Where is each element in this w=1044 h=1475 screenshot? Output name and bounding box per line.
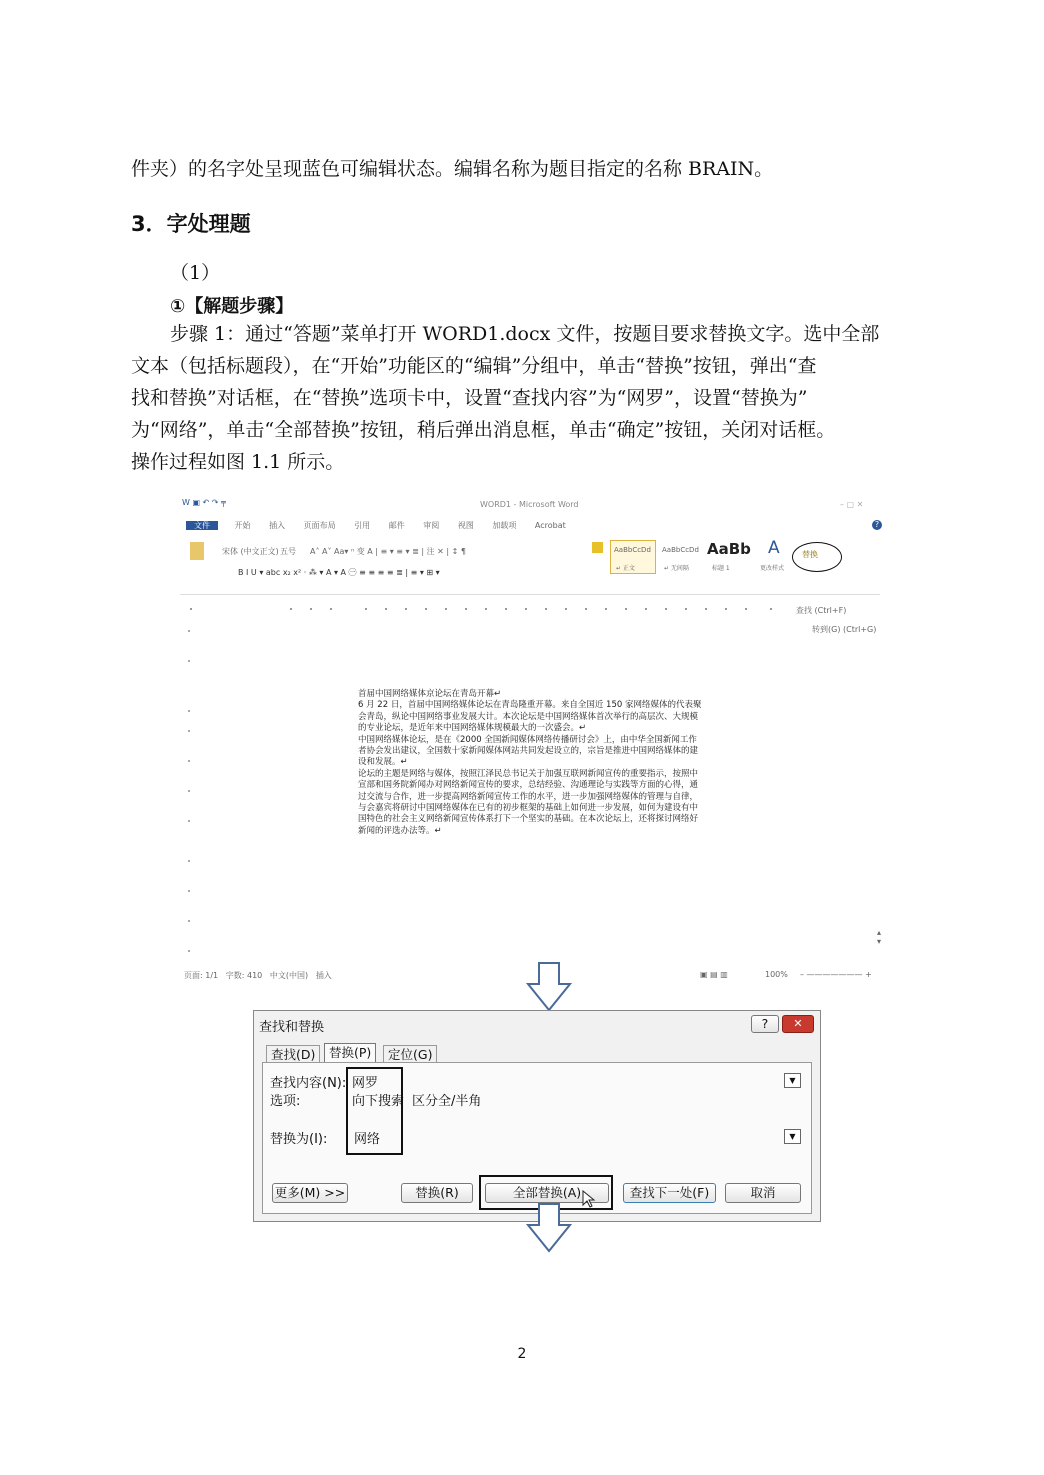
cancel-button[interactable]: 取消 [725,1183,801,1203]
style-sample-normal: AaBbCcDd [614,546,651,554]
tab-view[interactable]: 视图 [457,521,474,530]
replace-input[interactable]: 网络 [354,1132,381,1147]
doc-line: 中国网络媒体论坛，是在《2000 全国新闻媒体网络传播研讨会》上，由中华全国新闻工作 [358,734,697,745]
style-name-normal: ↵ 正文 [616,565,635,572]
find-shortcut-tooltip: 查找 (Ctrl+F) [796,606,847,615]
mouse-cursor-icon [582,1190,596,1208]
file-tab[interactable]: 文件 [186,521,218,530]
vertical-ruler[interactable] [188,630,192,970]
style-sample-nospace[interactable]: AaBbCcDd [662,546,699,554]
page-number: 2 [517,1346,527,1362]
style-name-change: 更改样式 [760,565,785,572]
doc-line: 设和发展。↵ [358,757,408,768]
view-buttons[interactable]: ▣ ▤ ▥ [700,970,728,979]
close-icon[interactable]: ✕ [782,1015,814,1033]
step1-line: 操作过程如图 1.1 所示。 [131,451,345,473]
find-replace-dialog [253,1010,821,1222]
status-words[interactable]: 字数: 410 [225,971,263,980]
doc-line: 宣部和国务院新闻办对网络新闻宣传的要求，总结经验、沟通理论与实践等方面的心得，通 [358,780,699,791]
replace-label: 替换为(I): [270,1132,328,1147]
font-name-box[interactable]: 宋体 (中文正文) [222,547,279,556]
find-dropdown-icon[interactable]: ▼ [784,1073,801,1088]
style-name-heading: 标题 1 [712,565,730,572]
find-label: 查找内容(N): [270,1076,347,1091]
paste-icon[interactable] [190,542,204,560]
doc-line: 论坛的主题是网络与媒体，按照江泽民总书记关于加强互联网新闻宣传的重要指示，按照中 [358,768,699,779]
doc-line: 新闻的评选办法等。↵ [358,825,442,836]
font-format-tools[interactable]: B I U ▾ abc x₂ x² · ⁂ ▾ A ▾ A ㊀ ≡ ≡ ≡ ≡ ≣ | ≡ ▾ ⊞ ▾ [238,568,440,577]
step1-line: 为“网络”，单击“全部替换”按钮，稍后弹出消息框，单击“确定”按钮，关闭对话框。 [131,419,836,441]
find-next-button[interactable]: 查找下一处(F) [623,1183,716,1203]
steps-label: ①【解题步骤】 [170,296,294,317]
intro-line: 件夹）的名字处呈现蓝色可编辑状态。编辑名称为题目指定的名称 BRAIN。 [131,158,774,180]
tab-goto[interactable]: 定位(G) [383,1045,437,1063]
tab-review[interactable]: 审阅 [423,521,440,530]
values-highlight-box [346,1067,403,1155]
scrollbar[interactable]: ▴ ▾ [877,928,882,946]
font-tools[interactable]: A˄ A˅ Aa▾ ⁿ 变 A | ≡ ▾ ≡ ▾ ≣ | 注 ✕ | ↕ ¶ [310,547,466,556]
goto-tooltip: 转到(G) (Ctrl+G) [812,625,877,634]
step1-line: 文本（包括标题段），在“开始”功能区的“编辑”分组中，单击“替换”按钮，弹出“查 [131,355,817,377]
doc-line: 者协会发出建议，全国数十家新闻媒体网站共同发起设立的，宗旨是推进中国网络媒体的建 [358,746,699,757]
more-button[interactable]: 更多(M) >> [272,1183,348,1203]
tab-insert[interactable]: 插入 [269,521,286,530]
show-marks-icon[interactable] [592,542,603,553]
doc-line: 6 月 22 日，首届中国网络媒体论坛在青岛隆重开幕。来自全国近 150 家网络媒体的代表聚 [358,700,702,711]
step1-line: 步骤 1：通过“答题”菜单打开 WORD1.docx 文件，按题目要求替换文字。选中全部 [170,323,880,345]
section-heading: 3．字处理题 [131,212,251,236]
zoom-slider[interactable]: – ——————— + [800,970,872,979]
tab-find[interactable]: 查找(D) [266,1045,320,1063]
tab-mailings[interactable]: 邮件 [388,521,405,530]
doc-line: 国特色的社会主义网络新闻宣传体系打下一个坚实的基础。在本次论坛上，还将探讨网络好 [358,814,699,825]
options-direction: 向下搜索 [352,1094,405,1109]
tab-page-layout[interactable]: 页面布局 [303,521,336,530]
options-extra: 区分全/半角 [412,1094,482,1109]
find-input[interactable]: 网罗 [352,1076,379,1091]
doc-line: 过交流与合作，进一步提高网络新闻宣传工作的水平，进一步加强网络媒体的管理与自律， [358,791,699,802]
style-name-nospace: ↵ 无间隔 [664,565,689,572]
doc-line: 首届中国网络媒体京论坛在青岛开幕↵ [358,689,502,699]
doc-line: 与会嘉宾将研讨中国网络媒体在已有的初步框架的基础上如何进一步发展，如何为建设有中 [358,803,699,814]
replace-all-button[interactable]: 全部替换(A) [485,1183,609,1203]
font-size-box[interactable]: 五号 [280,547,296,556]
window-controls[interactable]: – ▢ ✕ [840,500,864,509]
doc-line: 的专业论坛，是近年来中国网络媒体规模最大的一次盛会。↵ [358,723,587,734]
options-label: 选项: [270,1094,301,1109]
word-app-icon: W ▣ ↶ ↷ ╤ [182,498,226,507]
horizontal-ruler[interactable] [180,608,790,612]
step1-line: 找和替换”对话框，在“替换”选项卡中，设置“查找内容”为“网罗”，设置“替换为” [131,387,808,409]
doc-line: 会青岛，纵论中国网络事业发展大计。本次论坛是中国网络媒体首次举行的高层次、大规模 [358,711,699,722]
help-icon[interactable]: ? [872,520,882,530]
tab-acrobat[interactable]: Acrobat [534,521,566,530]
word-window-screenshot [180,490,892,985]
replace-one-button[interactable]: 替换(R) [401,1183,473,1203]
tab-replace[interactable]: 替换(P) [324,1043,376,1063]
window-title: WORD1 - Microsoft Word [480,500,579,509]
change-styles-icon[interactable]: A [768,538,780,558]
dialog-help-button[interactable]: ? [751,1015,779,1033]
document-body[interactable] [358,689,892,837]
status-insert-mode[interactable]: 插入 [315,971,332,980]
sub-item: （1） [170,262,221,284]
replace-dropdown-icon[interactable]: ▼ [784,1129,801,1144]
style-sample-heading[interactable]: AaBb [707,540,751,558]
replace-button[interactable]: 替换 [802,550,818,559]
down-arrow-icon [526,962,572,1012]
down-arrow-icon [526,1203,572,1253]
status-language[interactable]: 中文(中国) [269,971,309,980]
zoom-level[interactable]: 100% [765,970,788,979]
tab-addins[interactable]: 加载项 [492,521,517,530]
tab-references[interactable]: 引用 [354,521,371,530]
ribbon-divider [180,594,880,595]
status-page[interactable]: 页面: 1/1 [184,971,219,980]
tab-home[interactable]: 开始 [234,521,251,530]
dialog-title: 查找和替换 [259,1020,325,1035]
